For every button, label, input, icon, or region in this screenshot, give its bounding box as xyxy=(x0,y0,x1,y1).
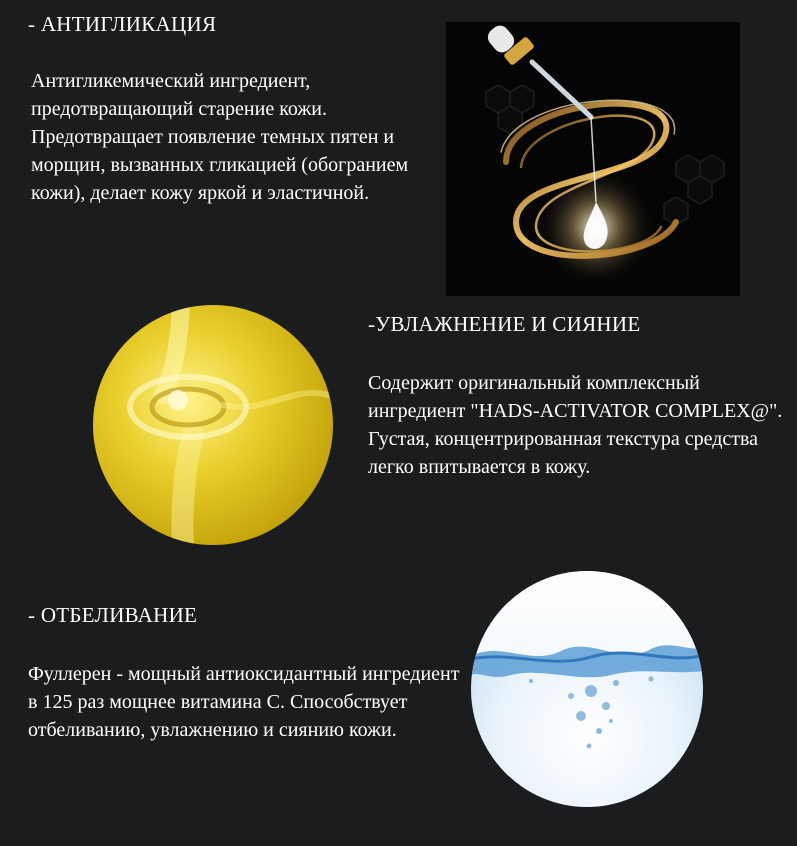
water-splash-image xyxy=(471,571,703,807)
serum-dropper-image xyxy=(446,22,740,296)
golden-oil-image xyxy=(93,305,333,545)
section-whitening-heading: - ОТБЕЛИВАНИЕ xyxy=(28,603,198,627)
section-antiglycation-text xyxy=(31,67,431,207)
section-hydration-heading: -УВЛАЖНЕНИЕ И СИЯНИЕ xyxy=(368,312,641,336)
section-antiglycation-heading: - АНТИГЛИКАЦИЯ xyxy=(28,12,217,36)
antiglycation-paragraph: Антигликемический ингредиент, предотвращающий старение кожи. Предотвращает появление темных пятен и морщин, вызванных гликацией (обогранием кожи), делает кожу яркой и эластичной. xyxy=(31,70,409,204)
hydration-paragraph-2: Густая, концентрированная текстура средства легко впитывается в кожу. xyxy=(368,428,759,478)
section-hydration-text xyxy=(368,369,788,481)
hydration-paragraph-1: Содержит оригинальный комплексный ингредиент "HADS-ACTIVATOR COMPLEX@". xyxy=(368,372,783,422)
section-whitening-text xyxy=(28,660,468,744)
whitening-paragraph: Фуллерен - мощный антиоксидантный ингредиент в 125 раз мощнее витамина С. Способствует отбеливанию, увлажнению и сиянию кожи. xyxy=(28,663,460,741)
